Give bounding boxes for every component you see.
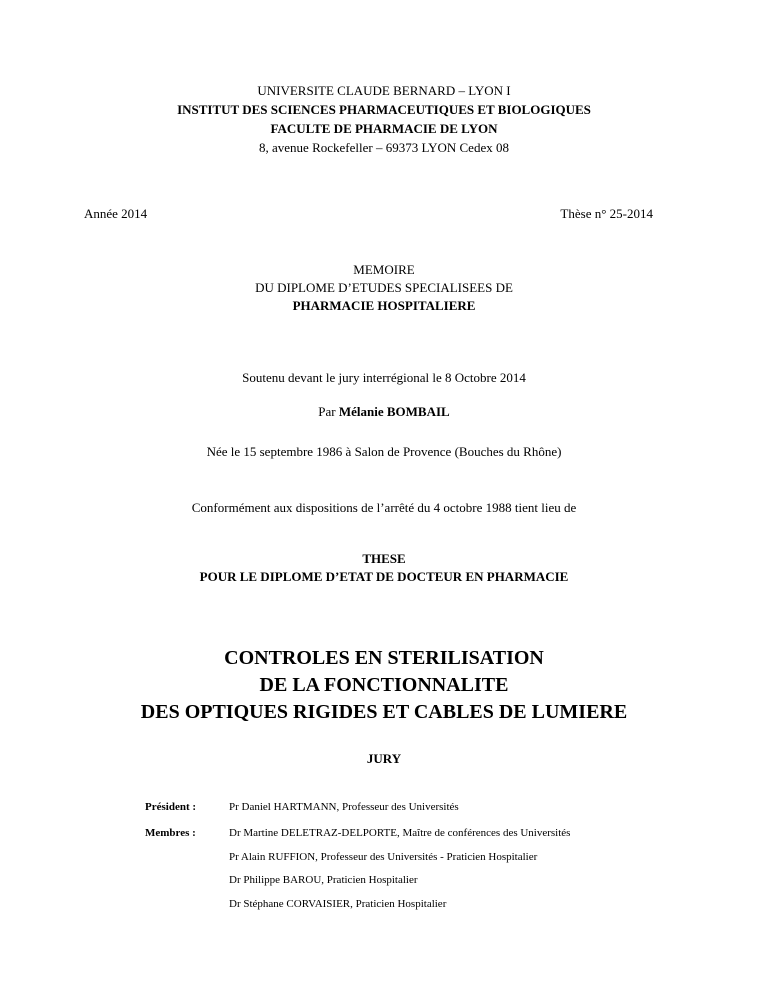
- university-name: UNIVERSITE CLAUDE BERNARD – LYON I: [257, 83, 511, 98]
- president-label: Président :: [145, 801, 197, 813]
- thesis-number: Thèse n° 25-2014: [560, 206, 653, 221]
- par-label: Par: [318, 404, 336, 419]
- jury-member: Dr Martine DELETRAZ-DELPORTE, Maître de conférences des Universités: [229, 827, 571, 839]
- memoire-specialty: PHARMACIE HOSPITALIERE: [292, 298, 476, 313]
- author-line: [0, 403, 768, 420]
- defense-statement: Soutenu devant le jury interrégional le 8 Octobre 2014: [242, 370, 526, 385]
- memoire-diploma: DU DIPLOME D’ETUDES SPECIALISEES DE: [255, 280, 513, 295]
- birth-statement: Née le 15 septembre 1986 à Salon de Provence (Bouches du Rhône): [206, 444, 562, 459]
- memoire-title: MEMOIRE: [353, 262, 415, 277]
- jury-member: Dr Philippe BAROU, Praticien Hospitalier: [229, 874, 418, 886]
- these-diploma: POUR LE DIPLOME D’ETAT DE DOCTEUR EN PHARMACIE: [199, 569, 569, 584]
- jury-heading: JURY: [366, 751, 402, 766]
- institute-name: INSTITUT DES SCIENCES PHARMACEUTIQUES ET BIOLOGIQUES: [177, 102, 591, 117]
- conformity-statement: Conformément aux dispositions de l’arrêté du 4 octobre 1988 tient lieu de: [191, 500, 577, 515]
- author-name: Mélanie BOMBAIL: [338, 404, 450, 419]
- jury-member: Pr Alain RUFFION, Professeur des Universités - Praticien Hospitalier: [229, 851, 538, 863]
- address: 8, avenue Rockefeller – 69373 LYON Cedex 08: [259, 140, 509, 155]
- thesis-title-line-2: DE LA FONCTIONNALITE: [259, 674, 509, 696]
- jury-member: Dr Stéphane CORVAISIER, Praticien Hospitalier: [229, 898, 447, 910]
- president-name: Pr Daniel HARTMANN, Professeur des Universités: [229, 801, 459, 813]
- thesis-title-line-1: CONTROLES EN STERILISATION: [224, 647, 544, 669]
- thesis-title-line-3: DES OPTIQUES RIGIDES ET CABLES DE LUMIERE: [140, 701, 628, 723]
- these-title: THESE: [362, 551, 406, 566]
- faculty-name: FACULTE DE PHARMACIE DE LYON: [270, 121, 498, 136]
- year: Année 2014: [84, 206, 148, 221]
- members-label: Membres :: [145, 827, 196, 839]
